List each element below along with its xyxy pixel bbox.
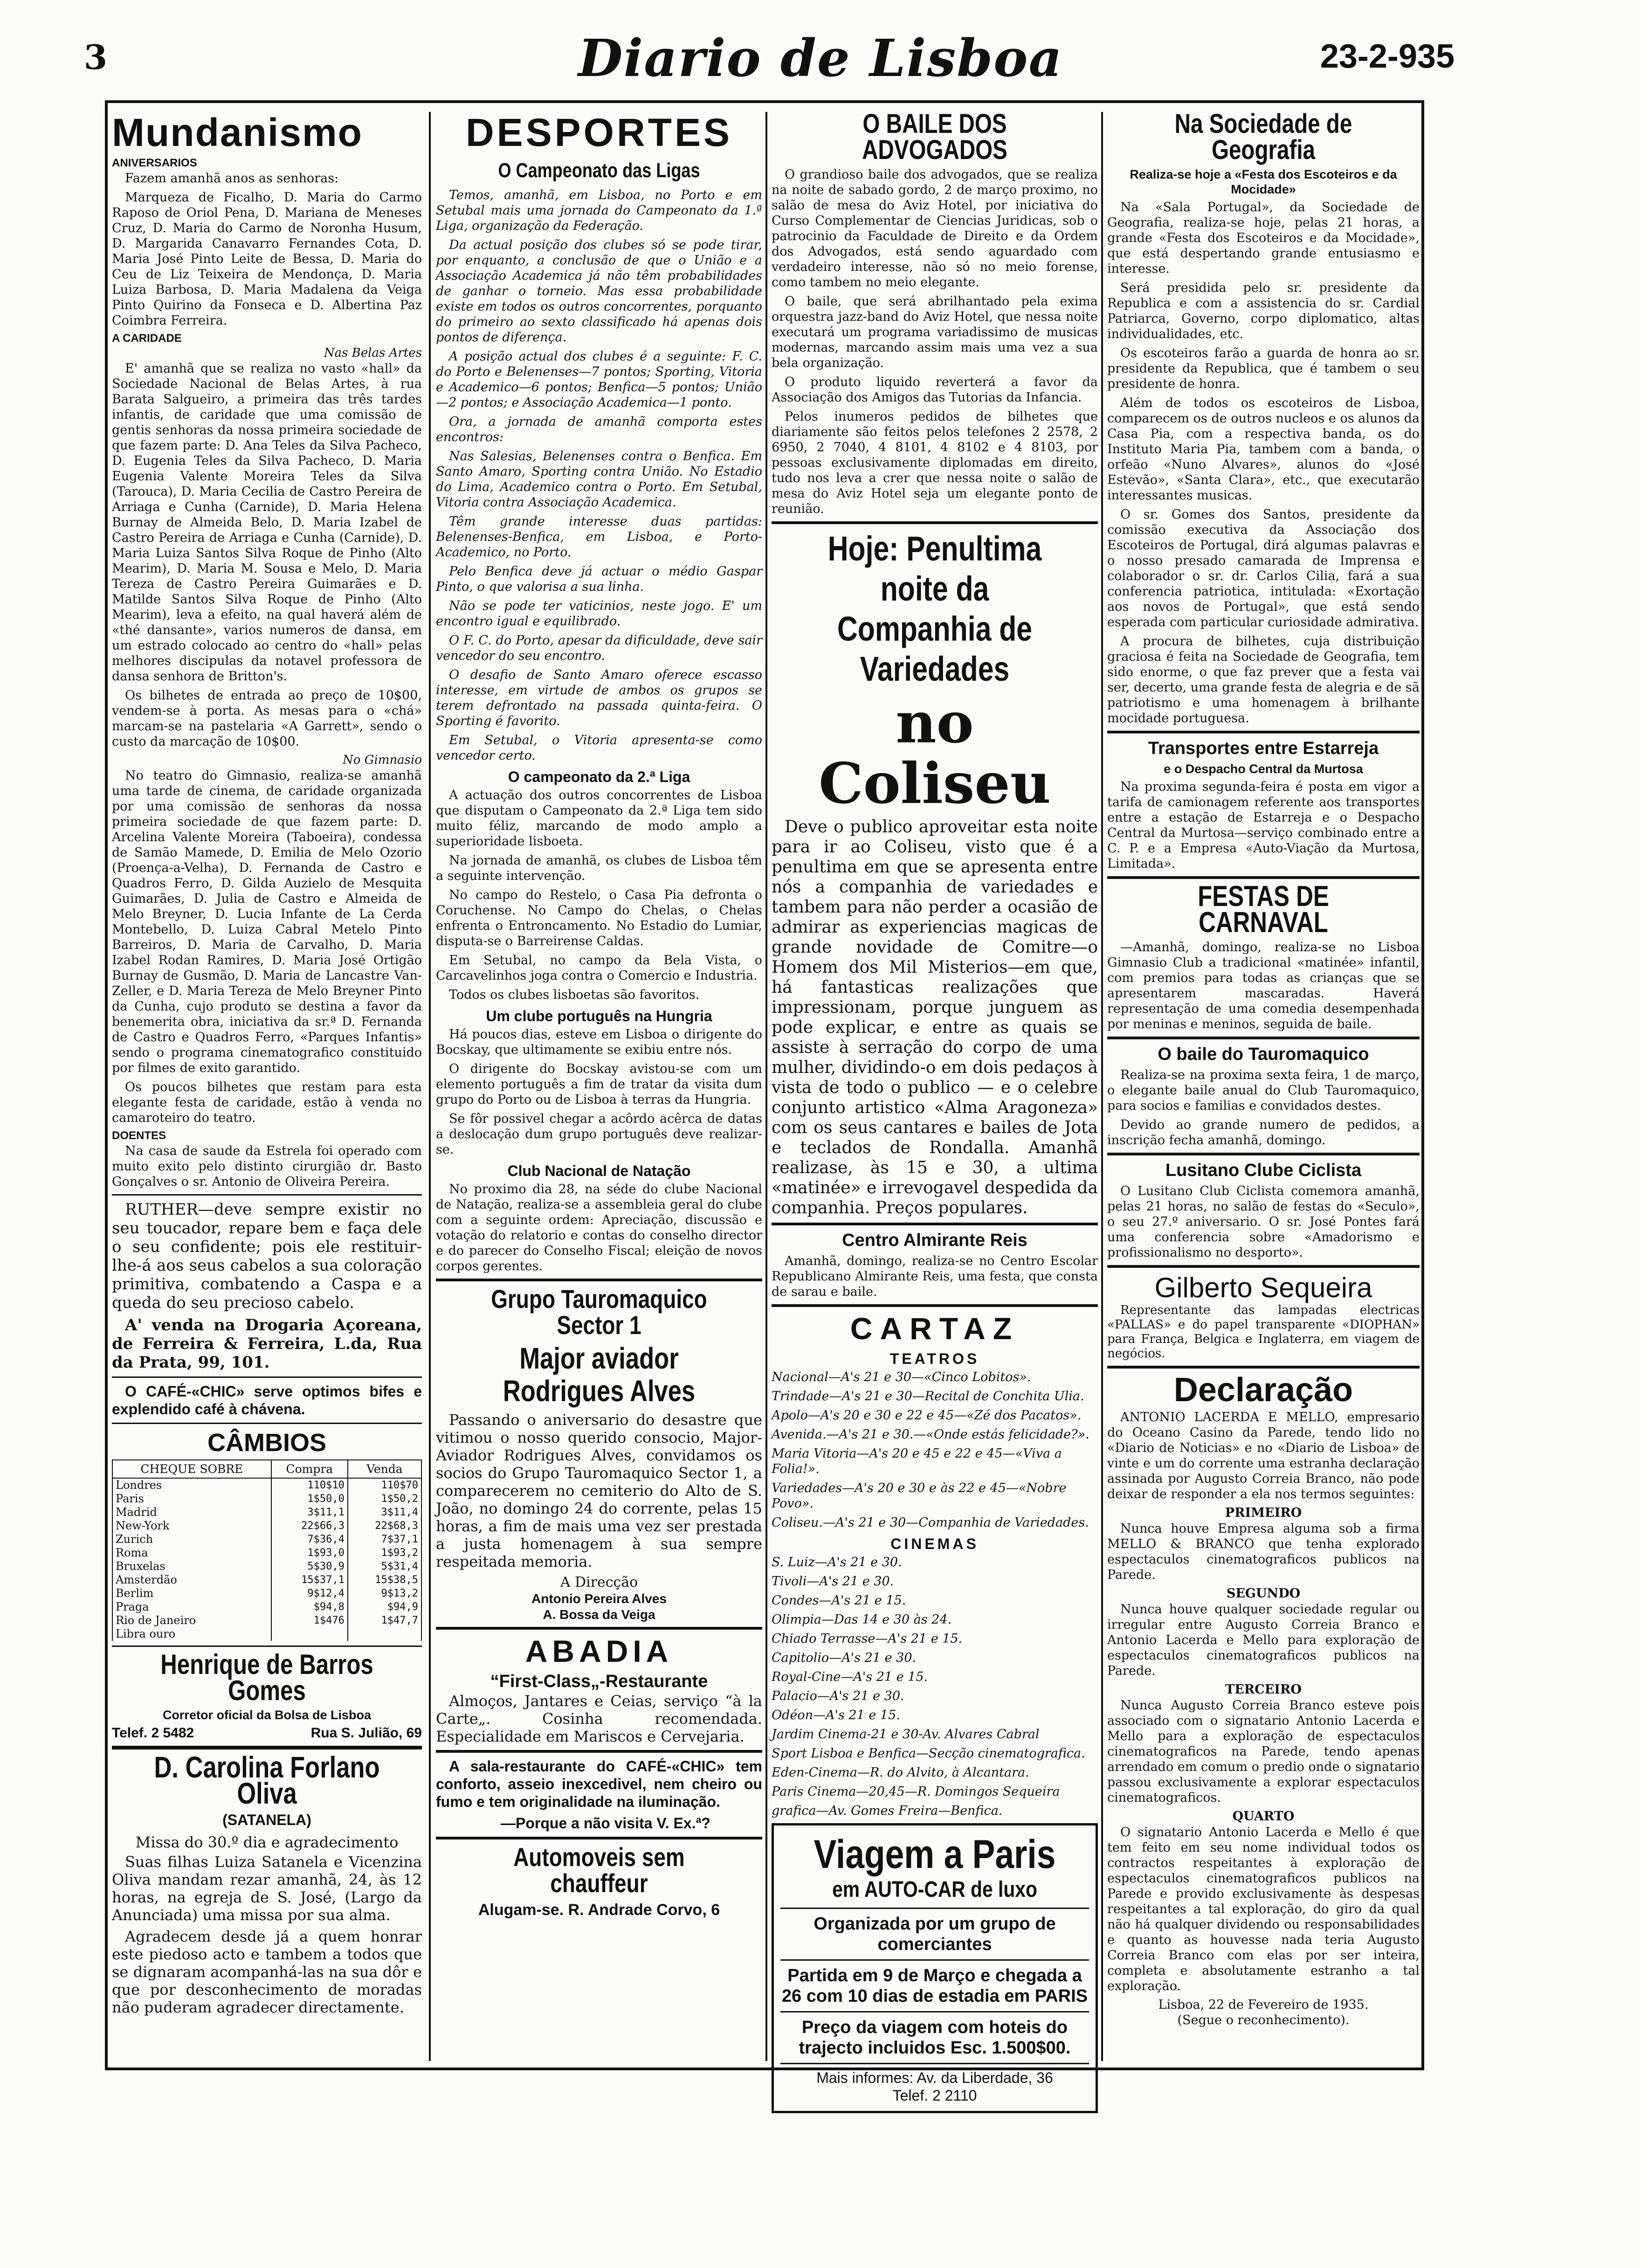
- section-title: Mundanismo: [112, 111, 363, 154]
- article-head-large: no Coliseu: [819, 690, 1051, 816]
- divider: [1107, 1153, 1420, 1155]
- table-row: [112, 1627, 421, 1641]
- obituary-sub: (SATANELA): [222, 1812, 311, 1828]
- paragraph: Nunca Augusto Correia Branco esteve pois associado com o signatario Antonio Lacerda e Mello para a exploração de espectaculos cinematograficos na Parede, tendo apenas arrendado em comum o predio onde o signatario passou exclusivamente a explorar espectaculos cinematograficos.: [1107, 1698, 1420, 1805]
- paragraph: O signatario Antonio Lacerda e Mello é que tem feito em seu nome individual todos os contractos respeitantes à exploração de espectaculos cinematograficos publicos na Parede e provido exclusivamente às despesas respeitantes a tal exploração, do giro da qual não há qualquer dividendo ou responsabilidades e quanto as houvesse nada teria Augusto Correia Branco com elas por ser inteira, completa e absolutamente estranho a tal exploração.: [1107, 1825, 1420, 1993]
- cambio-city: Berlim: [112, 1587, 271, 1600]
- cambio-venda: $94,9: [348, 1600, 421, 1614]
- cambio-venda: 3$11,4: [348, 1506, 421, 1519]
- cambio-city: Bruxelas: [112, 1560, 271, 1573]
- paragraph: O dirigente do Bocskay avistou-se com um elemento português a fim de tratar da visita dum grupo do Porto ou de Lisboa à terras da Hungria.: [436, 1062, 762, 1107]
- cambio-compra: $94,8: [271, 1600, 348, 1614]
- article-head: O baile do Tauromaquico: [1158, 1044, 1369, 1064]
- ad-text: Organizada por um grupo de comerciantes: [814, 1914, 1056, 1954]
- cambio-compra: 15$37,1: [271, 1573, 348, 1587]
- paragraph: No campo do Restelo, o Casa Pia defronta o Coruchense. No Campo do Chelas, o Chelas enfrenta o Entroncamento. No Estadio do Lumiar, disputa-se o Barreirense Caldas.: [436, 888, 762, 948]
- paragraph: S. Luiz—A's 21 e 30.: [772, 1555, 902, 1570]
- ad-viagem-paris: [772, 1823, 1098, 2113]
- article-head: Declaração: [1173, 1371, 1353, 1409]
- paragraph: Coliseu.—A's 21 e 30—Companhia de Variedades.: [772, 1515, 1089, 1530]
- paragraph: Tivoli—A's 21 e 30.: [772, 1574, 894, 1589]
- ad-text: Telef. 2 2110: [892, 2087, 977, 2104]
- ad-abadia-title: ABADIA: [525, 1634, 673, 1668]
- paragraph: Será presidida pelo sr. presidente da Republica e com a assistencia do sr. Cardial Patriarca, Governo, corpo diplomatico, altas individualidades, etc.: [1107, 281, 1420, 341]
- table-header: Venda: [348, 1460, 421, 1478]
- paragraph: Além de todos os escoteiros de Lisboa, comparecem os de outros nucleos e os alunos da Casa Pia, com a respectiva banda, os do Instituto Maria Pia, tambem com a banda, o orfeão «Nuno Alvares», alunos do «José Estevão», «Santa Clara», etc., que executarão interessantes musicas.: [1107, 396, 1420, 503]
- column-rule: [429, 112, 431, 2061]
- cambio-compra: 1$476: [271, 1614, 348, 1627]
- paragraph: Realiza-se na proxima sexta feira, 1 de março, o elegante baile anual do Club Tauromaquico, para socios e familias e convidados destes.: [1107, 1068, 1420, 1113]
- ad-barros-tel: Telef. 2 5482: [112, 1725, 194, 1741]
- paragraph: Avenida.—A's 21 e 30.—«Onde estás felicidade?».: [772, 1427, 1089, 1442]
- subhead-caridade: A CARIDADE: [112, 332, 182, 345]
- article-head: O BAILE DOS ADVOGADOS: [862, 109, 1007, 165]
- table-row: [112, 1587, 421, 1600]
- paragraph: Trindade—A's 21 e 30—Recital de Conchita Ulia.: [772, 1389, 1084, 1404]
- signature: Antonio Pereira Alves: [531, 1591, 667, 1606]
- column-rule: [1101, 112, 1103, 2061]
- section-title: DESPORTES: [465, 111, 733, 154]
- teatros-head: TEATROS: [889, 1350, 980, 1367]
- paragraph: O baile, que será abrilhantado pela exima orquestra jazz-band do Aviz Hotel, que nessa noite executará um programa variadissimo de musicas modernas, marcando assim mais uma vez a sua bela organização.: [772, 294, 1098, 370]
- paragraph: Capitolio—A's 21 e 30.: [772, 1651, 917, 1665]
- paragraph: grafica—Av. Gomes Freira—Benfica.: [772, 1804, 1003, 1818]
- paragraph: Na «Sala Portugal», da Sociedade de Geografia, realiza-se hoje, pelas 21 horas, a grande «Festa dos Escoteiros e da Mocidade», que está despertando grande entusiasmo e interesse.: [1107, 200, 1420, 276]
- paragraph: O produto liquido reverterá a favor da Associação dos Amigos das Tutorias da Infancia.: [772, 375, 1098, 405]
- declaration-item-head: PRIMEIRO: [1225, 1506, 1302, 1520]
- divider: [780, 2011, 1089, 2012]
- ad-barros-sub: Corretor oficial da Bolsa de Lisboa: [162, 1708, 372, 1722]
- divider: [780, 1959, 1089, 1961]
- paragraph: Chiado Terrasse—A's 21 e 15.: [772, 1632, 963, 1646]
- newspaper-title: Diario de Lisboa: [578, 28, 1063, 88]
- table-row: [112, 1546, 421, 1560]
- signature: A. Bossa da Veiga: [543, 1607, 655, 1622]
- ad-barros-contact: [112, 1725, 422, 1741]
- declaration-date: Lisboa, 22 de Fevereiro de 1935.: [1158, 1998, 1369, 2012]
- ad-text: Almoços, Jantares e Ceias, serviço “à la Carte„. Cosinha recomendada. Especialidade em Mariscos e Cervejaria.: [436, 1692, 762, 1745]
- obituary-head: Missa do 30.º dia e agradecimento: [135, 1833, 399, 1851]
- paragraph: Na proxima segunda-feira é posta em vigor a tarifa de camionagem referente aos transportes entre a estação de Estarreja e o Despacho Central da Murtosa—serviço combinado entre a C. P. e a Empresa «Auto-Viação da Murtosa, Limitada».: [1107, 780, 1420, 871]
- paragraph: Suas filhas Luiza Satanela e Vicenzina Oliva mandam rezar amanhã, 24, às 12 horas, na egreja de S. José, (Largo da Anunciada) uma missa por sua alma.: [112, 1853, 422, 1924]
- page-number: 3: [84, 37, 108, 77]
- cambio-city: Paris: [112, 1492, 271, 1506]
- ad-ruther: [112, 1200, 422, 1372]
- cambio-compra: 9$12,4: [271, 1587, 348, 1600]
- table-row: [112, 1533, 421, 1546]
- cambio-city: Roma: [112, 1546, 271, 1560]
- table-row: [112, 1614, 421, 1627]
- divider: [1107, 876, 1420, 879]
- obituary-name: D. Carolina Forlano Oliva: [154, 1750, 380, 1810]
- paragraph: Na jornada de amanhã, os clubes de Lisboa têm a seguinte intervenção.: [436, 853, 762, 883]
- paragraph: Condes—A's 21 e 15.: [772, 1593, 906, 1608]
- paragraph: O F. C. do Porto, apesar da dificuldade, deve sair vencedor do seu encontro.: [436, 633, 762, 663]
- divider: [112, 1646, 422, 1647]
- cinemas-head: CINEMAS: [890, 1535, 979, 1552]
- article-head: Grupo Tauromaquico Sector 1: [491, 1284, 707, 1340]
- article-head: Transportes entre Estarreja: [1148, 739, 1379, 758]
- table-row: [112, 1600, 421, 1614]
- paragraph: A actuação dos outros concorrentes de Lisboa que disputam o Campeonato da 2.ª Liga tem sido muito féliz, marcando de modo amplo a superioridade lisboeta.: [436, 788, 762, 849]
- table-row: [112, 1506, 421, 1519]
- paragraph: Os poucos bilhetes que restam para esta elegante festa de caridade, estão à venda no camaroteiro do teatro.: [112, 1080, 422, 1125]
- cambio-city: Rio de Janeiro: [112, 1614, 271, 1627]
- divider: [780, 2063, 1089, 2064]
- cambios-title: CÂMBIOS: [207, 1429, 326, 1457]
- divider: [1107, 1037, 1420, 1039]
- column-mundanismo: [112, 107, 422, 2063]
- ad-automoveis-head: Automoveis sem chauffeur: [513, 1842, 685, 1898]
- ad-text: RUTHER—deve sempre existir no seu toucador, repare bem e faça dele o seu confidente; pois ele restituir-lhe-á aos seus cabelos a sua coloração primitiva, combatendo a Caspa e a queda do seu precioso cabelo.: [112, 1200, 422, 1312]
- divider: [112, 1746, 422, 1749]
- cambio-venda: 1$47,7: [348, 1614, 421, 1627]
- paragraph: Se fôr possivel chegar a acôrdo acêrca de datas a deslocação dum grupo português deve realizar-se.: [436, 1112, 762, 1157]
- table-row: [112, 1519, 421, 1533]
- paragraph: Apolo—A's 20 e 30 e 22 e 45—«Zé dos Pacatos».: [772, 1408, 1082, 1423]
- paragraph: No teatro do Gimnasio, realiza-se amanhã uma tarde de cinema, de caridade organizada por uma comissão de senhoras da nossa primeira sociedade de que fazem parte: D. Arcelina Valente Moreira (Taboeira), condessa de Samão Mamede, D. Emilia de Melo Ozorio (Proença-a-Velha), D. Fernanda de Castro e Quadros Ferro, D. Gilda Auzielo de Mesquita Guimarães, D. Julia de Castro e Almeida de Melo Breyner, D. Lucia Infante de La Cerda Montebello, D. Luiza Cabral Metelo Pinto Barreiros, D. Maria de Carvalho, D. Maria Izabel Rodan Ramires, D. Maria José Ortigão Burnay de Gusmão, D. Maria de Lancastre Van-Zeller, e D. Maria Tereza de Melo Breyner Pinto da Cunha, cujo produto se destina a favor da benemerita obra, iniciativa da sr.ª D. Fernanda de Castro e Quadros Ferro, «Parques Infantis» sendo o programa cinematografico constituido por filmes de exito garantido.: [112, 768, 422, 1075]
- paragraph: O grandioso baile dos advogados, que se realiza na noite de sabado gordo, 2 de março proximo, no salão de mesa do Aviz Hotel, por iniciativa do Curso Complementar de Ciencias Juridicas, sob o patrocinio da Faculdade de Direito e da Ordem dos Advogados, está sendo aguardado com verdadeiro interesse, não só no meio forense, como tambem no meio elegante.: [772, 167, 1098, 290]
- cinemas-list: [772, 1555, 1098, 1819]
- cambio-venda: 15$38,5: [348, 1573, 421, 1587]
- masthead: [0, 19, 1641, 89]
- paragraph: Variedades—A's 20 e 30 e às 22 e 45—«Nobre Povo».: [772, 1481, 1067, 1511]
- issue-date: 23-2-935: [1320, 38, 1455, 75]
- cambio-city: New-York: [112, 1519, 271, 1533]
- cambios-table: [112, 1459, 422, 1641]
- divider: [772, 1304, 1098, 1307]
- paragraph: Nunca houve Empresa alguma sob a firma MELLO & BRANCO que tenha explorado espectaculos cinematograficos publicos na Parede.: [1107, 1521, 1420, 1582]
- paragraph: Os escoteiros farão a guarda de honra ao sr. presidente da Republica, que é tambem o seu presidente de honra.: [1107, 346, 1420, 391]
- cambio-city: Londres: [112, 1478, 271, 1492]
- cambio-compra: 110$10: [271, 1478, 348, 1492]
- cambio-compra: 1$50,0: [271, 1492, 348, 1506]
- ad-barros-name: Henrique de Barros Gomes: [160, 1649, 373, 1706]
- paragraph: Marqueza de Ficalho, D. Maria do Carmo Raposo de Oriol Pena, D. Mariana de Meneses Cruz, D. Maria do Carmo de Noronha Husum, D. Margarida Canavarro Fernandes Cota, D. Maria José Pinto Leite de Bessa, D. Maria do Ceu de Liz Teixeira de Mendonça, D. Maria Luiza Barbosa, D. Maria Madalena da Veiga Pinto Quirino da Fonseca e D. Albertina Paz Coimbra Ferreira.: [112, 190, 422, 328]
- cartaz-title: CARTAZ: [850, 1311, 1020, 1346]
- cambio-city: Praga: [112, 1600, 271, 1614]
- cambio-compra: 5$30,9: [271, 1560, 348, 1573]
- paragraph: Olimpia—Das 14 e 30 às 24.: [772, 1612, 952, 1627]
- table-header: Compra: [271, 1460, 348, 1478]
- article-head: Major aviador Rodrigues Alves: [503, 1341, 696, 1408]
- paragraph: Nas Salesias, Belenenses contra o Benfica. Em Santo Amaro, Sporting contra União. No Estadio do Lima, Academico contra o Porto. Em Setubal, Vitoria contra Associação Academica.: [436, 449, 762, 510]
- divider: [1107, 1366, 1420, 1369]
- article-body: [772, 167, 1098, 517]
- article-body: [436, 1027, 762, 1157]
- article-body: [436, 788, 762, 1003]
- paragraph: Devido ao grande numero de pedidos, a inscrição fecha amanhã, domingo.: [1107, 1118, 1420, 1148]
- paragraph: Eden-Cinema—R. do Alvito, à Alcantara.: [772, 1765, 1029, 1780]
- article-head: Um clube português na Hungria: [486, 1008, 712, 1024]
- divider: [112, 1423, 422, 1424]
- divider: [436, 1279, 762, 1281]
- paragraph: Têm grande interesse duas partidas: Belenenses-Benfica, em Lisboa, e Porto-Academico, no Porto.: [436, 514, 762, 560]
- cambio-compra: 1$93,0: [271, 1546, 348, 1560]
- article-head: O Campeonato das Ligas: [498, 159, 700, 182]
- divider: [780, 1908, 1089, 1909]
- column-sociedade: [1107, 107, 1420, 2063]
- divider: [436, 1750, 762, 1753]
- declaration-item-head: QUARTO: [1232, 1809, 1295, 1824]
- paragraph: A posição actual dos clubes é a seguinte: F. C. do Porto e Belenenses—7 pontos; Sporting, Vitoria e Academico—6 pontos; Benfica—5 pontos; União—2 pontos; e Associação Academica—1 ponto.: [436, 349, 762, 410]
- paragraph: E' amanhã que se realiza no vasto «hall» da Sociedade Nacional de Belas Artes, à rua Barata Salgueiro, a primeira das três tardes infantis, de caridade que uma comissão de gentis senhoras da nossa primeira sociedade de que fazem parte: D. Ana Teles da Silva Pacheco, D. Eugenia Teles da Silva Pacheco, D. Maria Eugenia Valente Moreira Teles da Silva (Tarouca), D. Maria Cecilia de Castro Pereira de Arriaga e Cunha (Carnide), D. Maria Helena Burnay de Almeida Belo, D. Maria Izabel de Castro Pereira de Arriaga e Cunha (Carnide), D. Maria Luiza Santos Silva Roque de Pinho (Alto Mearim), D. Maria M. Sousa e Melo, D. Maria Tereza de Castro Pereira Guimarães e D. Matilde Santos Silva Roque de Pinho (Alto Mearim), leva a efeito, na qual haverá além de «thé dansante», varios numeros de dansa, em um estrado colocado ao centro do «hall» pelas melhores discipulas da notavel professora de dansa senhora de Britton's.: [112, 361, 422, 684]
- subhead-place: Nas Belas Artes: [324, 346, 422, 360]
- paragraph: O desafio de Santo Amaro oferece escasso interesse, em virtude de ambos os grupos se terem defrontado na passada quinta-feira. O Sporting é favorito.: [436, 668, 762, 728]
- paragraph: Nunca houve qualquer sociedade regular ou irregular entre Augusto Correia Branco e Antonio Lacerda e Mello para exploração de espectaculos cinematograficos publicos na Parede.: [1107, 1602, 1420, 1678]
- paragraph: Pelo Benfica deve já actuar o médio Gaspar Pinto, o que valorisa a sua linha.: [436, 564, 762, 594]
- divider: [112, 1376, 422, 1378]
- cambio-venda: 9$13,2: [348, 1587, 421, 1600]
- table-row: [112, 1560, 421, 1573]
- table-row: [112, 1573, 421, 1587]
- ad-automoveis-text: Alugam-se. R. Andrade Corvo, 6: [478, 1901, 720, 1919]
- cambio-compra: 7$36,4: [271, 1533, 348, 1546]
- article-body: [1107, 200, 1420, 726]
- article-head: FESTAS DE CARNAVAL: [1198, 880, 1329, 939]
- cambio-city: Amsterdão: [112, 1573, 271, 1587]
- paragraph: Maria Vitoria—A's 20 e 45 e 22 e 45—«Viva a Folia!».: [772, 1446, 1062, 1476]
- divider: [436, 1837, 762, 1839]
- paragraph: Ora, a jornada de amanhã comporta estes encontros:: [436, 415, 762, 444]
- cambio-venda: 5$31,4: [348, 1560, 421, 1573]
- cambio-venda: 7$37,1: [348, 1533, 421, 1546]
- paragraph: Deve o publico aproveitar esta noite para ir ao Coliseu, visto que é a penultima em que se apresenta entre nós a companhia de variedades e tambem para não perder a ocasião de admirar as experiencias magicas de grande novidade de Comitre—o Homem dos Mil Misterios—em que, há fantasticas realizações que impressionam, porque junguem as pode explicar, e entre as quais se assiste à serração do corpo de uma mulher, dividindo-o em dois pedaços à vista de todo o publico — e o celebre conjunto artistico «Alma Aragoneza» com os seus cantares e bailes de Jota e teclados de Rondalla. Amanhã realizase, às 15 e 30, a ultima «matinée» e irrevogavel despedida da companhia. Preços populares.: [772, 817, 1098, 1217]
- cambio-compra: [271, 1627, 348, 1641]
- article-sub: Realiza-se hoje a «Festa dos Escoteiros e da Mocidade»: [1130, 167, 1397, 196]
- paragraph: Há poucos dias, esteve em Lisboa o dirigente do Bocskay, que ultimamente se exibiu entre nós.: [436, 1027, 762, 1057]
- cambio-venda: 1$50,2: [348, 1492, 421, 1506]
- ad-title: Viagem a Paris: [814, 1832, 1056, 1877]
- paragraph: Não se pode ter vaticinios, neste jogo. E' um encontro igual e equilibrado.: [436, 599, 762, 629]
- paragraph: Em Setubal, o Vitoria apresenta-se como vencedor certo.: [436, 733, 762, 763]
- article-head: Centro Almirante Reis: [842, 1231, 1027, 1250]
- paragraph: Temos, amanhã, em Lisboa, no Porto e em Setubal mais uma jornada do Campeonato da 1.ª Liga, organização da Federação.: [436, 188, 762, 233]
- article-head: Lusitano Clube Ciclista: [1165, 1161, 1362, 1180]
- teatros-list: [772, 1369, 1098, 1530]
- cambio-venda: 1$93,2: [348, 1546, 421, 1560]
- divider: [1107, 731, 1420, 733]
- ad-text: A sala-restaurante do CAFÉ-«CHIC» tem conforto, asseio inexcedivel, nem cheiro ou fumo e tem originalidade na iluminação.: [436, 1758, 762, 1810]
- paragraph: Nacional—A's 21 e 30—«Cinco Lobitos».: [772, 1370, 1031, 1384]
- divider: [1107, 1265, 1420, 1268]
- paragraph: Fazem amanhã anos as senhoras:: [125, 171, 339, 186]
- subhead-place: No Gimnasio: [343, 753, 422, 767]
- subhead-aniversarios: ANIVERSARIOS: [112, 157, 197, 169]
- ad-text: Preço da viagem com hoteis do trajecto incluidos Esc. 1.500$00.: [799, 2018, 1071, 2058]
- declaration-item-head: TERCEIRO: [1225, 1682, 1302, 1697]
- divider: [112, 1194, 422, 1196]
- paragraph: O sr. Gomes dos Santos, presidente da comissão executiva da Associação dos Escoteiros de Portugal, dirá algumas palavras e o nosso presado camarada de Imprensa e colaborador o sr. dr. Carlos Cilia, fará a sua conferencia patriotica, intitulada: «Exortação aos novos de Portugal», que está sendo esperada com particular curiosidade admirativa.: [1107, 507, 1420, 629]
- ad-barros-addr: Rua S. Julião, 69: [310, 1725, 422, 1741]
- ad-abadia-sub: “First-Class„-Restaurante: [490, 1672, 708, 1691]
- cambio-venda: [348, 1627, 421, 1641]
- divider: [772, 1223, 1098, 1225]
- cambio-city: Madrid: [112, 1506, 271, 1519]
- table-row: [112, 1478, 421, 1492]
- ad-sub: em AUTO-CAR de luxo: [832, 1877, 1037, 1902]
- cambio-venda: 22$68,3: [348, 1519, 421, 1533]
- ad-text: Partida em 9 de Março e chegada a 26 com 10 dias de estadia em PARIS: [781, 1966, 1088, 2006]
- paragraph: Da actual posição dos clubes só se pode tirar, por enquanto, a conclusão de que o União e a Associação Academica já não têm probabilidades de ganhar o torneio. Mas essa probabilidade existe em todos os outros concorrentes, porquanto do primeiro ao sexto classificado há apenas dois pontos de diferença.: [436, 238, 762, 345]
- subhead-doentes: DOENTES: [112, 1129, 166, 1142]
- paragraph: —Amanhã, domingo, realiza-se no Lisboa Gimnasio Club a tradicional «matinée» infantil, com premios para todas as crianças que se apresentarem mascaradas. Haverá representação de uma comedia desempenhada por meninas e meninos, seguida de baile.: [1107, 940, 1420, 1031]
- paragraph: Passando o aniversario do desastre que vitimou o nosso querido consocio, Major-Aviador Rodrigues Alves, convidamos os socios do Grupo Tauromaquico Sector 1, a comparecerem no cemiterio do Alto de S. João, no domingo 24 do corrente, pelas 15 horas, a fim de mais uma vez ser prestada a justa homenagem à sua sempre respeitada memoria.: [436, 1411, 762, 1570]
- paragraph: Agradecem desde já a quem honrar este piedoso acto e tambem a todos que se dignaram acompanhá-las na sua dôr e que por desconhecimento de moradas não puderam agradecer directamente.: [112, 1928, 422, 2016]
- paragraph: Os bilhetes de entrada ao preço de 10$00, vendem-se à porta. As mesas para o «chá» marcam-se na pastelaria «A Garrett», sendo o custo da marcação de 10$00.: [112, 688, 422, 749]
- cambio-city: Zurich: [112, 1533, 271, 1546]
- cambio-city: Libra ouro: [112, 1627, 271, 1641]
- paragraph: Pelos inumeros pedidos de bilhetes que diariamente são feitos pelos telefones 2 2578, 2 6950, 2 7040, 4 8101, 4 8102 e 4 8103, por pessoas exclusivamente diplomadas em direito, tudo nos leva a crer que nessa noite o salão de mesa do Aviz Hotel seja um elegante ponto de reunião.: [772, 409, 1098, 516]
- ad-gilberto-head: Gilberto Sequeira: [1154, 1272, 1372, 1303]
- paragraph: O Lusitano Club Ciclista comemora amanhã, pelas 21 horas, no salão de festas do «Seculo», o seu 27.º aniversario. O sr. José Pontes fará uma conferencia sobre «Amadorismo e profissionalismo no desporto».: [1107, 1184, 1420, 1260]
- paragraph: ANTONIO LACERDA E MELLO, empresario do Oceano Casino da Parede, tendo lido no «Diario de Noticias» e no «Diario de Lisboa» de vinte e um do corrente uma estranha declaração assinada por Augusto Correia Branco, não pode deixar de responder a ela nos termos seguintes:: [1107, 1410, 1420, 1501]
- paragraph: Palacio—A's 21 e 30.: [772, 1689, 904, 1703]
- paragraph: Royal-Cine—A's 21 e 15.: [772, 1670, 928, 1684]
- column-desportes: [436, 107, 762, 2063]
- paragraph: Jardim Cinema-21 e 30-Av. Alvares Cabral: [772, 1727, 1040, 1742]
- article-head: O campeonato da 2.ª Liga: [508, 768, 690, 785]
- paragraph: Todos os clubes lisboetas são favoritos.: [449, 988, 700, 1002]
- cambio-compra: 3$11,1: [271, 1506, 348, 1519]
- paragraph: Na casa de saude da Estrela foi operado com muito exito pelo distinto cirurgião dr. Basto Gonçalves o sr. Antonio de Oliveira Pereira.: [112, 1144, 422, 1189]
- signature: A Direcção: [560, 1574, 638, 1590]
- divider: [436, 1627, 762, 1630]
- paragraph: Em Setubal, no campo da Bela Vista, o Carcavelinhos joga contra o Comercio e Industria.: [436, 953, 762, 983]
- declaration-end: (Segue o reconhecimento).: [1177, 2013, 1350, 2027]
- article-head: Hoje: Penultima noite da Companhia de Variedades: [827, 529, 1042, 688]
- column-rule: [765, 112, 767, 2061]
- divider: [772, 521, 1098, 524]
- table-row: [112, 1492, 421, 1506]
- paragraph: A procura de bilhetes, cuja distribuição graciosa é feita na Sociedade de Geografia, tem sido enorme, o que faz prever que a festa vai ser, decerto, uma grande festa de alegria e de sã patriotismo e uma homenagem à brilhante mocidade portuguesa.: [1107, 634, 1420, 726]
- article-head: Club Nacional de Natação: [507, 1162, 691, 1179]
- column-baile: [772, 107, 1098, 2104]
- paragraph: Sport Lisboa e Benfica—Secção cinematografica.: [772, 1746, 1085, 1761]
- cambio-venda: 110$70: [348, 1478, 421, 1492]
- article-body: [436, 187, 762, 763]
- ad-text: Representante das lampadas electricas «PALLAS» e do papel transparente «DIOPHAN» para França, Belgica e Inglaterra, em viagem de negócios.: [1107, 1303, 1420, 1361]
- ad-text: —Porque a não visita V. Ex.ª?: [501, 1815, 710, 1832]
- paragraph: Paris Cinema—20,45—R. Domingos Sequeira: [772, 1784, 1060, 1799]
- declaration-items: [1107, 1506, 1420, 1994]
- paragraph: Odéon—A's 21 e 15.: [772, 1708, 900, 1722]
- ad-text: Mais informes: Av. da Liberdade, 36: [816, 2069, 1053, 2086]
- cambio-compra: 22$66,3: [271, 1519, 348, 1533]
- ad-cafe-chic: O CAFÉ-«CHIC» serve optimos bifes e explendido café à chávena.: [112, 1383, 422, 1418]
- declaration-item-head: SEGUNDO: [1226, 1586, 1301, 1601]
- article-sub: e o Despacho Central da Murtosa: [1164, 762, 1363, 776]
- ad-text: A' venda na Drogaria Açoreana, de Ferreira & Ferreira, L.da, Rua da Prata, 99, 101.: [112, 1316, 422, 1372]
- article-head: Na Sociedade de Geografia: [1174, 109, 1352, 165]
- paragraph: Amanhã, domingo, realiza-se no Centro Escolar Republicano Almirante Reis, uma festa, que consta de sarau e baile.: [772, 1254, 1098, 1299]
- table-header: CHEQUE SOBRE: [112, 1460, 271, 1478]
- paragraph: No proximo dia 28, na séde do clube Nacional de Natação, realiza-se a assembleia geral do clube com a seguinte ordem: Apreciação, discussão e votação do relatorio e contas do conselho director e do parecer do Conselho Fiscal; eleição de novos corpos gerentes.: [436, 1182, 762, 1273]
